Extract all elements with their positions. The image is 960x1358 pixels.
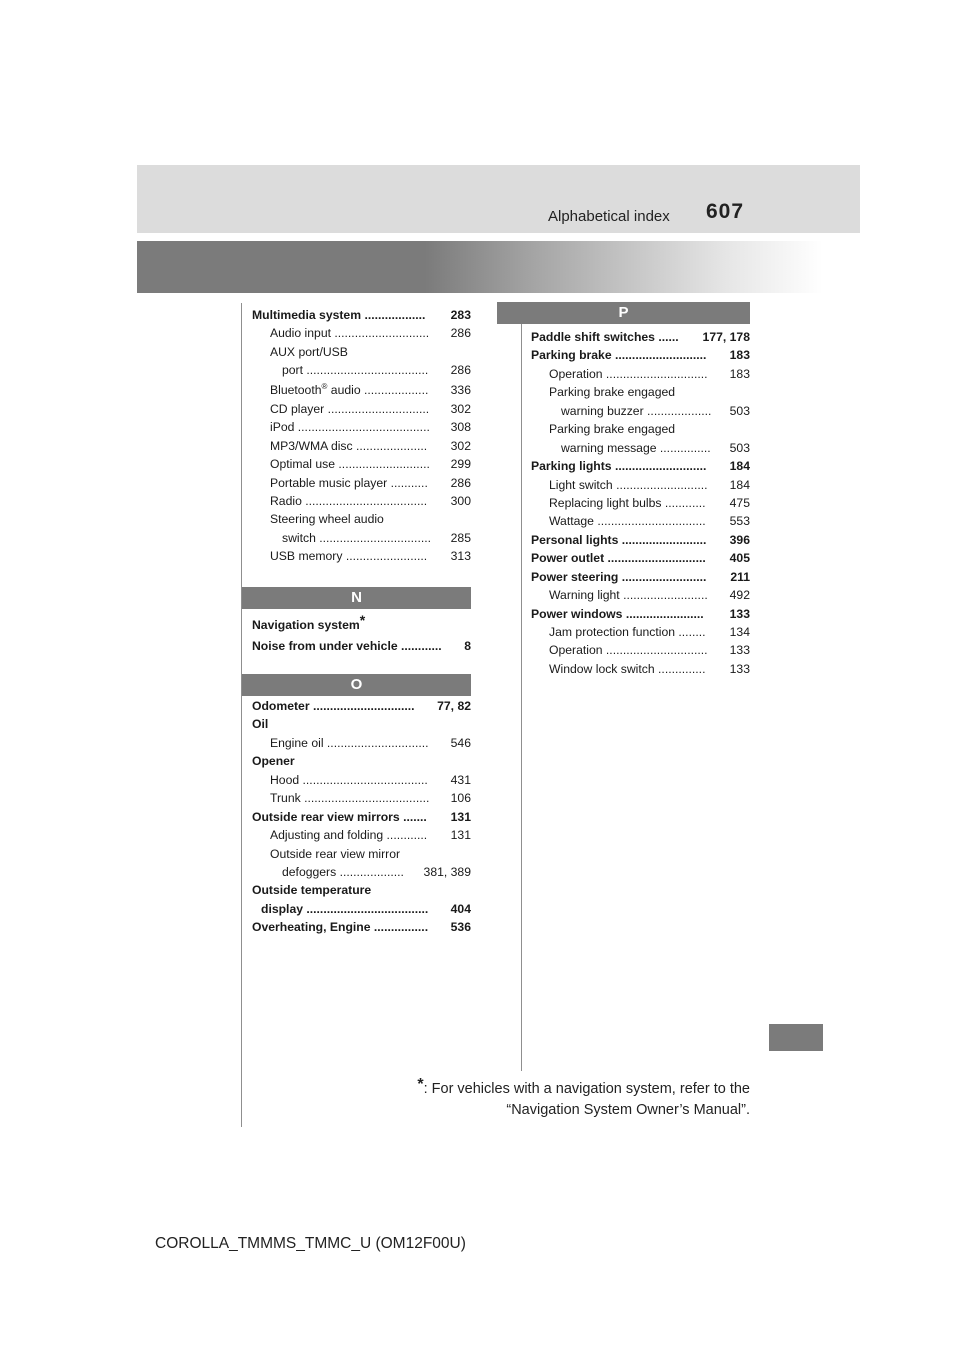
index-subentry: Parking brake engaged [549,385,676,400]
index-entry: Overheating, Engine ................ 536 [252,920,471,935]
column-rule-left [241,303,242,1127]
index-column-1 [252,306,471,566]
index-entry: Power outlet ............................. 405 [531,551,750,566]
index-subentry: CD player .............................. 302 [270,401,471,416]
page-number: 607 [706,200,745,223]
index-subentry: Jam protection function ........ 134 [549,625,750,639]
index-subentry: Bluetooth® audio ................... 336 [270,381,471,397]
section-thumb-tab [769,1024,823,1051]
page-footer: COROLLA_TMMMS_TMMC_U (OM12F00U) [155,1235,466,1252]
index-subentry: Trunk ..................................... 106 [270,791,471,806]
index-subentry: USB memory ........................ 313 [270,549,471,564]
index-subentry: AUX port/USB [270,344,348,359]
index-subentry: Operation .............................. 183 [549,366,750,381]
index-section-n [252,615,471,655]
index-entry: Navigation system* [252,615,366,632]
index-entry: Personal lights ......................... 396 [531,532,750,547]
index-entry: Outside temperature [252,883,372,898]
footnote-line-1: *: For vehicles with a navigation system, refer to the [417,1076,750,1097]
index-section-o [252,697,471,937]
section-header-n: N [242,587,471,609]
footnote-mark: * [417,1076,424,1093]
index-entry: Parking lights ........................... 184 [531,459,750,474]
index-subentry: Hood ..................................... 431 [270,772,471,787]
index-subentry: switch ................................. 285 [282,530,471,545]
index-subentry: defoggers ................... 381, 389 [282,864,471,879]
index-entry: Odometer .............................. 77, 82 [252,699,471,713]
index-subentry: Light switch ........................... 184 [549,477,750,492]
index-subentry: Outside rear view mirror [270,846,401,861]
index-subentry: Wattage ................................ 553 [549,514,750,529]
index-entry: Parking brake ........................... 183 [531,348,750,363]
footnote [360,1076,750,1121]
index-entry: display .................................... 404 [261,901,471,916]
index-entry: Power windows ....................... 133 [531,606,750,621]
index-subentry: MP3/WMA disc ..................... 302 [270,438,471,453]
index-entry: Multimedia system .................. 283 [252,308,471,322]
index-subentry: Radio .................................... 300 [270,493,471,508]
header-gradient-bar [137,241,823,293]
index-subentry: Audio input ............................ 286 [270,326,471,341]
index-subentry: Window lock switch .............. 133 [549,661,750,676]
index-subentry: port .................................... 286 [282,363,471,378]
index-subentry: warning message ............... 503 [561,440,750,455]
index-entry: Oil [252,717,269,732]
index-subentry: Operation .............................. 133 [549,643,750,658]
column-rule-middle [521,303,522,1071]
footnote-line-2: “Navigation System Owner’s Manual”. [506,1102,750,1118]
index-subentry: Warning light ......................... 492 [549,588,750,603]
index-subentry: Parking brake engaged [549,422,676,437]
index-subentry: iPod ....................................... 308 [270,420,471,435]
index-subentry: Replacing light bulbs ............ 475 [549,495,750,510]
section-header-o: O [242,674,471,696]
header-band [137,165,860,233]
index-subentry: warning buzzer ................... 503 [561,403,750,418]
index-entry: Power steering ......................... 211 [531,569,750,584]
index-subentry: Portable music player ........... 286 [270,475,471,490]
index-subentry: Optimal use ........................... 299 [270,457,471,472]
index-entry: Outside rear view mirrors ....... 131 [252,809,471,824]
index-subentry: Steering wheel audio [270,512,384,527]
index-entry: Opener [252,754,295,769]
index-section-p [531,328,750,678]
index-subentry: Engine oil .............................. 546 [270,735,471,750]
page-header-title: Alphabetical index [548,208,670,225]
index-entry: Paddle shift switches ...... 177, 178 [531,330,750,344]
section-header-p: P [497,302,750,324]
index-entry: Noise from under vehicle ............ 8 [252,639,471,653]
index-subentry: Adjusting and folding ............ 131 [270,828,471,843]
